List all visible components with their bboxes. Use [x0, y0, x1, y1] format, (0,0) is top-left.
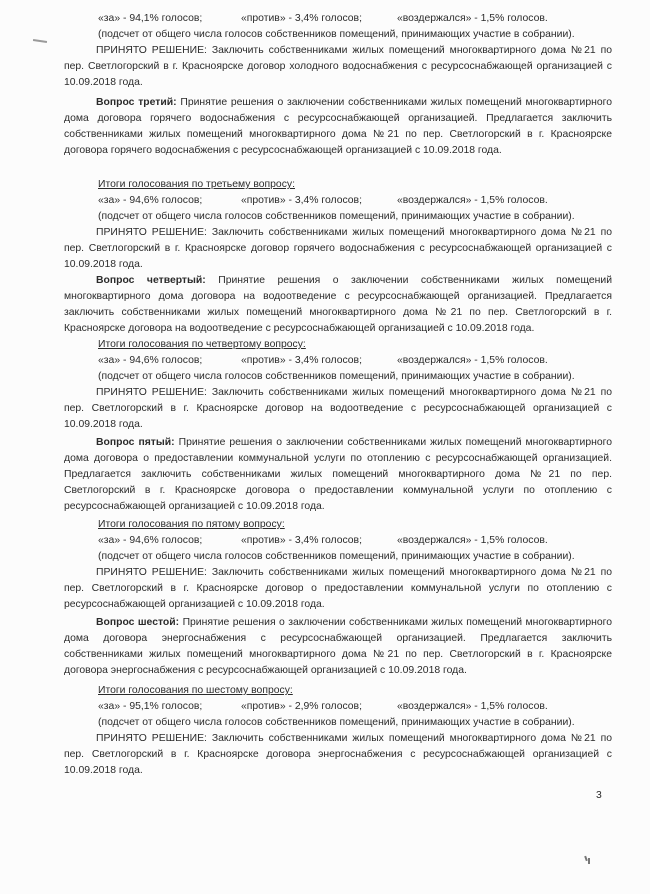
question-3-vote-against: «против» - 3,4% голосов;: [241, 195, 362, 206]
decision-paragraph: ПРИНЯТО РЕШЕНИЕ: Заключить собственниками жилых помещений многоквартирного дома №21 по пер. Светлогорский в г. Красноярске договор холодного водоснабжения с ресурсоснабжающей организацией с 10.09.2018 года.: [64, 45, 612, 88]
question-6-results-title: Итоги голосования по шестому вопросу:: [98, 685, 293, 696]
question-4-label: Вопрос четвертый:: [96, 275, 206, 286]
question-5-vote-for: «за» - 94,6% голосов;: [98, 535, 203, 546]
question-4-vote-against: «против» - 3,4% голосов;: [241, 355, 362, 366]
question-6-vote-abstain: «воздержался» - 1,5% голосов.: [397, 701, 548, 712]
question-6-text: Принятие решения о заключении собственниками жилых помещений многоквартирного дома договора энергоснабжения с ресурсоснабжающей организацией. Предлагается заключить собственниками жилых помещений многоквартирного дома №21 по пер. Светлогорский в г. Красноярске договора энергоснабжения с ресурсоснабжающей организацией с 10.09.2018 года.: [64, 617, 612, 676]
question-5-vote-against: «против» - 3,4% голосов;: [241, 535, 362, 546]
question-4-decision: ПРИНЯТО РЕШЕНИЕ: Заключить собственниками жилых помещений многоквартирного дома №21 по пер. Светлогорский в г. Красноярске договор на водоотведение с ресурсоснабжающей организацией с 10.09.2018 года.: [64, 387, 612, 430]
question-5-paragraph: [64, 435, 612, 515]
question-3-text: Принятие решения о заключении собственниками жилых помещений многоквартирного дома договора горячего водоснабжения с ресурсоснабжающей организацией. Предлагается заключить собственниками жилых помещений многоквартирного дома №21 по пер. Светлогорский в г. Красноярске договора горячего водоснабжения с ресурсоснабжающей организацией с 10.09.2018 года.: [64, 97, 612, 156]
vote-for: «за» - 94,1% голосов;: [98, 13, 203, 24]
question-5-vote-note: (подсчет от общего числа голосов собственников помещений, принимающих участие в собрании).: [98, 551, 575, 562]
question-6-vote-for: «за» - 95,1% голосов;: [98, 701, 203, 712]
question-6-label: Вопрос шестой:: [96, 617, 180, 628]
question-6-paragraph: [64, 615, 612, 679]
question-5-vote-abstain: «воздержался» - 1,5% голосов.: [397, 535, 548, 546]
question-4-vote-for: «за» - 94,6% голосов;: [98, 355, 203, 366]
question-6-decision: ПРИНЯТО РЕШЕНИЕ: Заключить собственниками жилых помещений многоквартирного дома №21 по пер. Светлогорский в г. Красноярске договора энергоснабжения с ресурсоснабжающей организацией с 10.09.2018 года.: [64, 733, 612, 776]
vote-against: «против» - 3,4% голосов;: [241, 13, 362, 24]
question-3-paragraph: [64, 95, 612, 159]
question-6-vote-note: (подсчет от общего числа голосов собственников помещений, принимающих участие в собрании).: [98, 717, 575, 728]
question-5-label: Вопрос пятый:: [96, 437, 175, 448]
question-3-vote-note: (подсчет от общего числа голосов собственников помещений, принимающих участие в собрании).: [98, 211, 575, 222]
question-3-vote-abstain: «воздержался» - 1,5% голосов.: [397, 195, 548, 206]
question-5-text: Принятие решения о заключении собственниками жилых помещений многоквартирного дома договора о предоставлении коммунальной услуги по отоплению с ресурсоснабжающей организацией. Предлагается заключить собственниками жилых помещений многоквартирного дома №21 по пер. Светлогорский в г. Красноярске договора о предоставлении коммунальной услуги по отоплению с ресурсоснабжающей организацией с 10.09.2018 года.: [64, 437, 612, 512]
question-3-decision: ПРИНЯТО РЕШЕНИЕ: Заключить собственниками жилых помещений многоквартирного дома №21 по пер. Светлогорский в г. Красноярске договор горячего водоснабжения с ресурсоснабжающей организацией с 10.09.2018 года.: [64, 227, 612, 270]
question-5-results-title: Итоги голосования по пятому вопросу:: [98, 519, 285, 530]
question-4-text: Принятие решения о заключении собственниками жилых помещений многоквартирного дома договора на водоотведение с ресурсоснабжающей организацией. Предлагается заключить собственниками жилых помещений многоквартирного дома №21 по пер. Светлогорский в г. Красноярске договора на водоотведение с ресурсоснабжающей организацией с 10.09.2018 года.: [64, 275, 613, 334]
question-5-decision: ПРИНЯТО РЕШЕНИЕ: Заключить собственниками жилых помещений многоквартирного дома №21 по пер. Светлогорский в г. Красноярске договор о предоставлении коммунальной услуги по отоплению с ресурсоснабжающей организацией с 10.09.2018 года.: [64, 567, 612, 610]
scan-mark: [33, 39, 47, 43]
question-4-results-title: Итоги голосования по четвертому вопросу:: [98, 339, 306, 350]
scan-speck: [585, 856, 591, 864]
vote-note: (подсчет от общего числа голосов собственников помещений, принимающих участие в собрании).: [98, 29, 575, 40]
question-4-paragraph: [64, 273, 612, 337]
question-4-vote-abstain: «воздержался» - 1,5% голосов.: [397, 355, 548, 366]
vote-abstain: «воздержался» - 1,5% голосов.: [397, 13, 548, 24]
page-number: 3: [596, 790, 602, 801]
question-4-vote-note: (подсчет от общего числа голосов собственников помещений, принимающих участие в собрании).: [98, 371, 575, 382]
question-3-label: Вопрос третий:: [96, 97, 177, 108]
question-3-results-title: Итоги голосования по третьему вопросу:: [98, 179, 295, 190]
question-6-vote-against: «против» - 2,9% голосов;: [241, 701, 362, 712]
question-3-vote-for: «за» - 94,6% голосов;: [98, 195, 203, 206]
